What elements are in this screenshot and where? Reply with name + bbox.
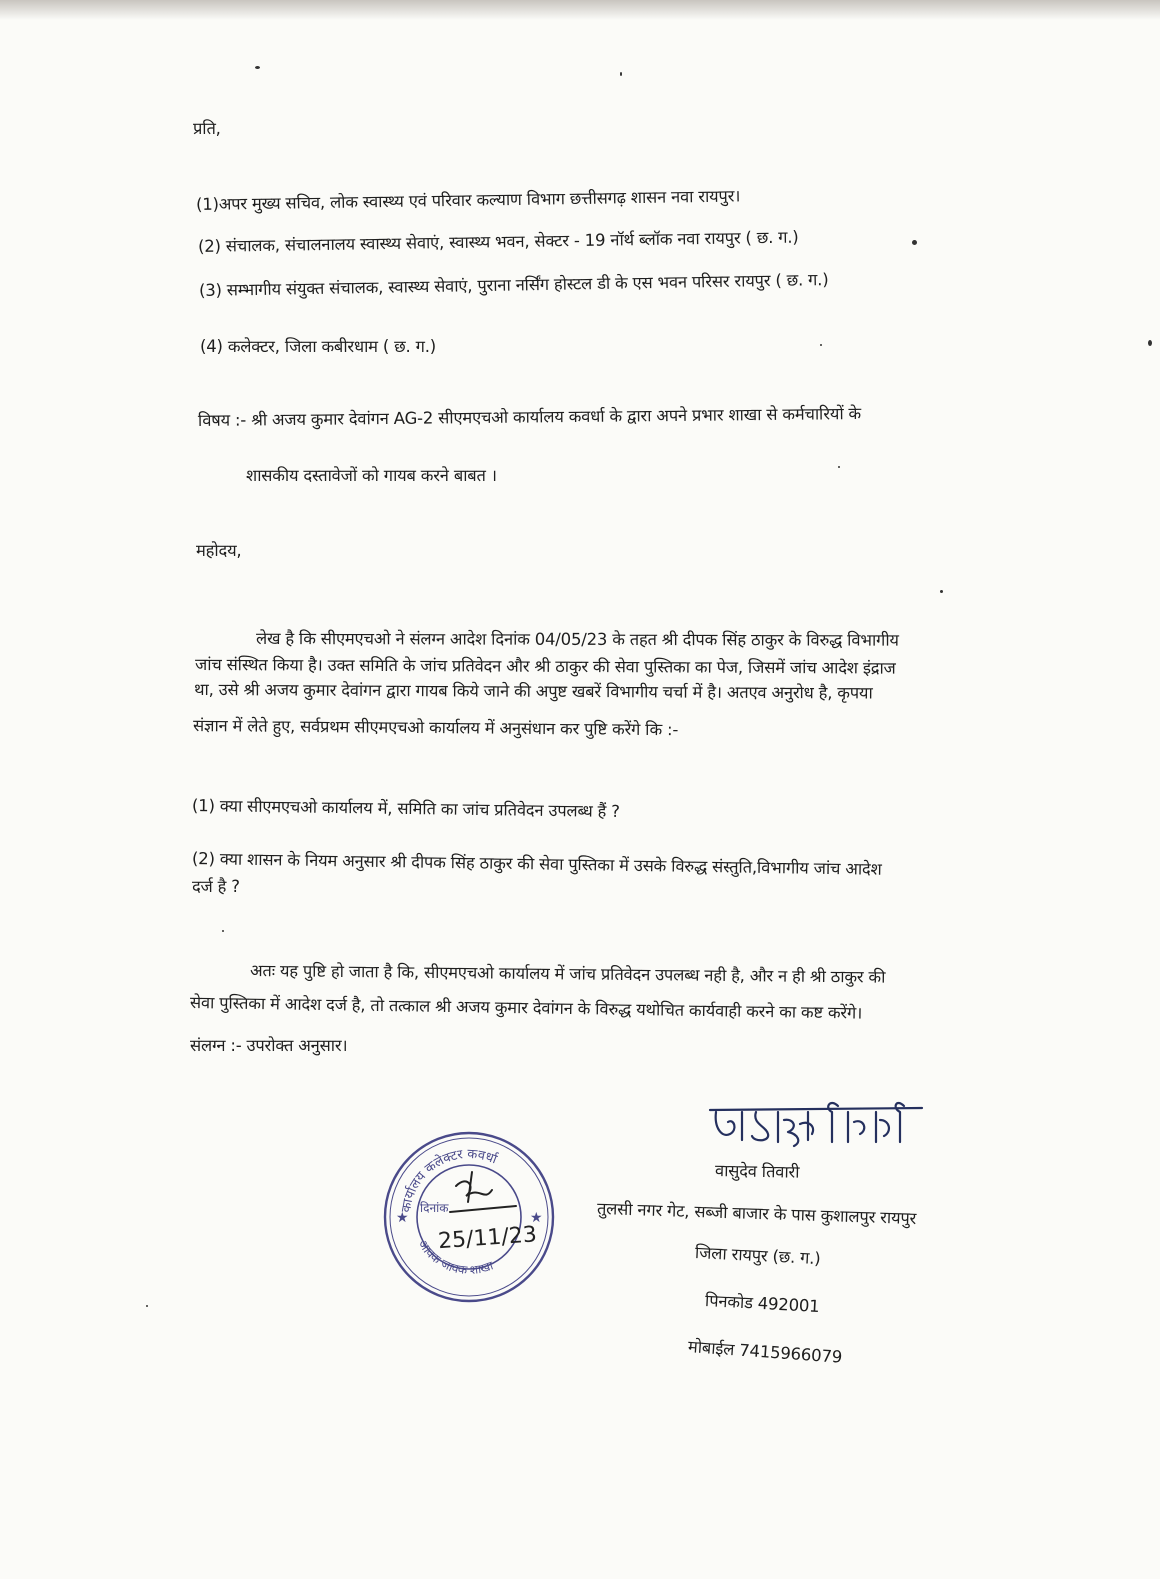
subject-line-1: विषय :- श्री अजय कुमार देवांगन AG-2 सीएमएचओ कार्यालय कवर्धा के द्वारा अपने प्रभार शाखा से कर्मचारियों के <box>197 404 862 430</box>
conclusion-line-1: अतः यह पुष्टि हो जाता है कि, सीएमएचओ कार्यालय में जांच प्रतिवेदन उपलब्ध नही है, और न ही श्री ठाकुर की <box>249 961 886 987</box>
sender-address-1: तुलसी नगर गेट, सब्जी बाजार के पास कुशालपुर रायपुर <box>596 1199 917 1229</box>
scan-speck <box>838 466 840 468</box>
recipient-3: (3) सम्भागीय संयुक्त संचालक, स्वास्थ्य सेवाएं, पुराना नर्सिंग होस्टल डी के एस भवन परिसर रायपुर ( छ. ग.) <box>198 270 829 300</box>
body-line-3: था, उसे श्री अजय कुमार देवांगन द्वारा गायब किये जाने की अपुष्ट खबरें विभागीय चर्चा में है। अतएव अनुरोध है, कृपया <box>193 680 873 703</box>
stamp-initials <box>450 1172 516 1212</box>
stamp-date: 25/11/23 <box>437 1222 538 1255</box>
recipient-4: (4) कलेक्टर, जिला कबीरधाम ( छ. ग.) <box>200 337 437 356</box>
sender-name: वासुदेव तिवारी <box>714 1161 800 1182</box>
recipient-2: (2) संचालक, संचालनालय स्वास्थ्य सेवाएं, स्वास्थ्य भवन, सेक्टर - 19 नॉर्थ ब्लॉक नवा रायपुर ( छ. ग.) <box>197 227 799 256</box>
scan-speck <box>620 72 622 76</box>
handwritten-signature <box>708 1098 928 1158</box>
scan-speck <box>1148 340 1152 346</box>
scan-speck <box>940 590 943 593</box>
scan-speck <box>255 66 260 69</box>
greeting: महोदय, <box>196 541 242 560</box>
recipient-1: (1)अपर मुख्य सचिव, लोक स्वास्थ्य एवं परिवार कल्याण विभाग छत्तीसगढ़ शासन नवा रायपुर। <box>195 186 741 214</box>
sender-mobile: मोबाईल 7415966079 <box>687 1337 843 1367</box>
sender-pincode: पिनकोड 492001 <box>704 1291 820 1316</box>
question-2-continued: दर्ज है ? <box>192 877 240 896</box>
stamp-star-right: ★ <box>530 1210 543 1226</box>
office-stamp <box>380 1128 558 1306</box>
sender-address-2: जिला रायपुर (छ. ग.) <box>694 1243 821 1269</box>
salutation-to: प्रति, <box>193 119 221 138</box>
stamp-bottom-text: आवक जावक शाखा <box>415 1237 495 1278</box>
scan-speck <box>912 240 917 245</box>
stamp-star-left: ★ <box>396 1210 409 1226</box>
attachment-line: संलग्न :- उपरोक्त अनुसार। <box>190 1036 348 1055</box>
scan-speck <box>146 1305 148 1307</box>
question-1: (1) क्या सीएमएचओ कार्यालय में, समिति का जांच प्रतिवेदन उपलब्ध हैं ? <box>191 796 620 821</box>
conclusion-line-2: सेवा पुस्तिका में आदेश दर्ज है, तो तत्काल श्री अजय कुमार देवांगन के विरुद्ध यथोचित कार्यवाही करने का कष्ट करेंगे। <box>189 993 863 1023</box>
body-line-4: संज्ञान में लेते हुए, सर्वप्रथम सीएमएचओ कार्यालय में अनुसंधान कर पुष्टि करेंगे कि :- <box>192 716 679 740</box>
subject-line-2: शासकीय दस्तावेजों को गायब करने बाबत । <box>246 466 497 485</box>
stamp-date-label: दिनांक <box>420 1201 449 1215</box>
body-line-2: जांच संस्थित किया है। उक्त समिति के जांच प्रतिवेदन और श्री ठाकुर की सेवा पुस्तिका का पेज, जिसमें जांच आदेश इंद्राज <box>194 655 896 678</box>
stamp-outer-text: कार्यालय कलेक्टर कवर्धा <box>398 1146 499 1214</box>
question-2: (2) क्या शासन के नियम अनुसार श्री दीपक सिंह ठाकुर की सेवा पुस्तिका में उसके विरुद्ध संस्तुति,विभागीय जांच आदेश <box>191 849 882 879</box>
page-top-edge <box>0 0 1160 20</box>
scan-speck <box>820 344 822 346</box>
scan-speck <box>222 930 224 932</box>
body-line-1: लेख है कि सीएमएचओ ने संलग्न आदेश दिनांक 04/05/23 के तहत श्री दीपक सिंह ठाकुर के विरुद्ध विभागीय <box>255 629 899 650</box>
